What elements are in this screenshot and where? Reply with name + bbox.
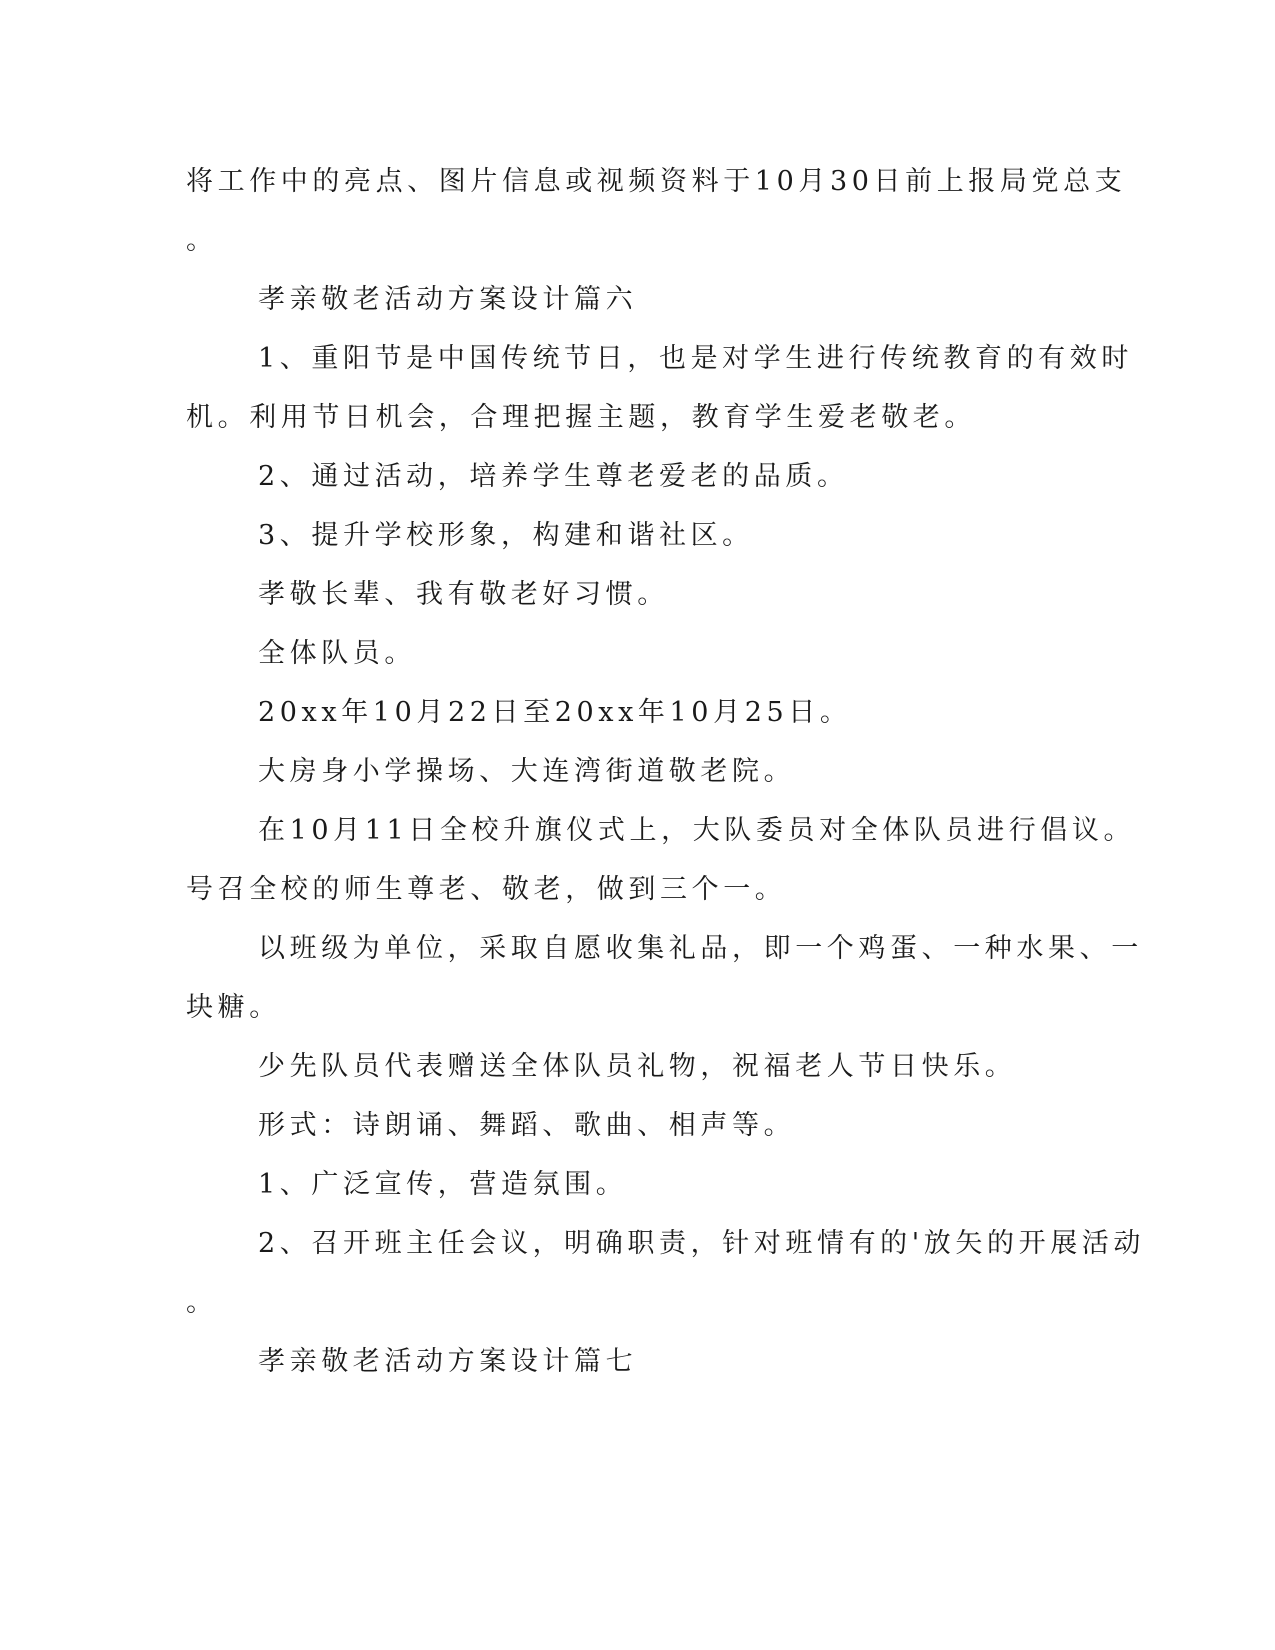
paragraph-line: 1、重阳节是中国传统节日，也是对学生进行传统教育的有效时 — [258, 343, 1133, 374]
paragraph-line: 机。利用节日机会，合理把握主题，教育学生爱老敬老。 — [186, 402, 976, 433]
paragraph-line: 3、提升学校形象，构建和谐社区。 — [258, 520, 754, 551]
paragraph-line: 20xx年10月22日至20xx年10月25日。 — [258, 697, 852, 728]
paragraph-line: 形式：诗朗诵、舞蹈、歌曲、相声等。 — [258, 1110, 796, 1141]
paragraph-line: 2、通过活动，培养学生尊老爱老的品质。 — [258, 461, 849, 492]
paragraph-line: 孝敬长辈、我有敬老好习惯。 — [258, 579, 669, 610]
paragraph-line: 块糖。 — [186, 992, 281, 1023]
paragraph-line: 。 — [186, 1287, 218, 1318]
paragraph-line: 2、召开班主任会议，明确职责，针对班情有的'放矢的开展活动 — [258, 1228, 1145, 1259]
paragraph-line: 大房身小学操场、大连湾街道敬老院。 — [258, 756, 796, 787]
paragraph-line: 以班级为单位，采取自愿收集礼品，即一个鸡蛋、一种水果、一 — [258, 933, 1143, 964]
section-heading: 孝亲敬老活动方案设计篇六 — [258, 284, 638, 315]
paragraph-line: 将工作中的亮点、图片信息或视频资料于10月30日前上报局党总支 — [186, 166, 1127, 197]
paragraph-line: 。 — [186, 225, 218, 256]
paragraph-line: 在10月11日全校升旗仪式上，大队委员对全体队员进行倡议。 — [258, 815, 1136, 846]
paragraph-line: 号召全校的师生尊老、敬老，做到三个一。 — [186, 874, 787, 905]
paragraph-line: 1、广泛宣传，营造氛围。 — [258, 1169, 628, 1200]
paragraph-line: 少先队员代表赠送全体队员礼物，祝福老人节日快乐。 — [258, 1051, 1017, 1082]
paragraph-line: 全体队员。 — [258, 638, 416, 669]
section-heading: 孝亲敬老活动方案设计篇七 — [258, 1346, 638, 1377]
